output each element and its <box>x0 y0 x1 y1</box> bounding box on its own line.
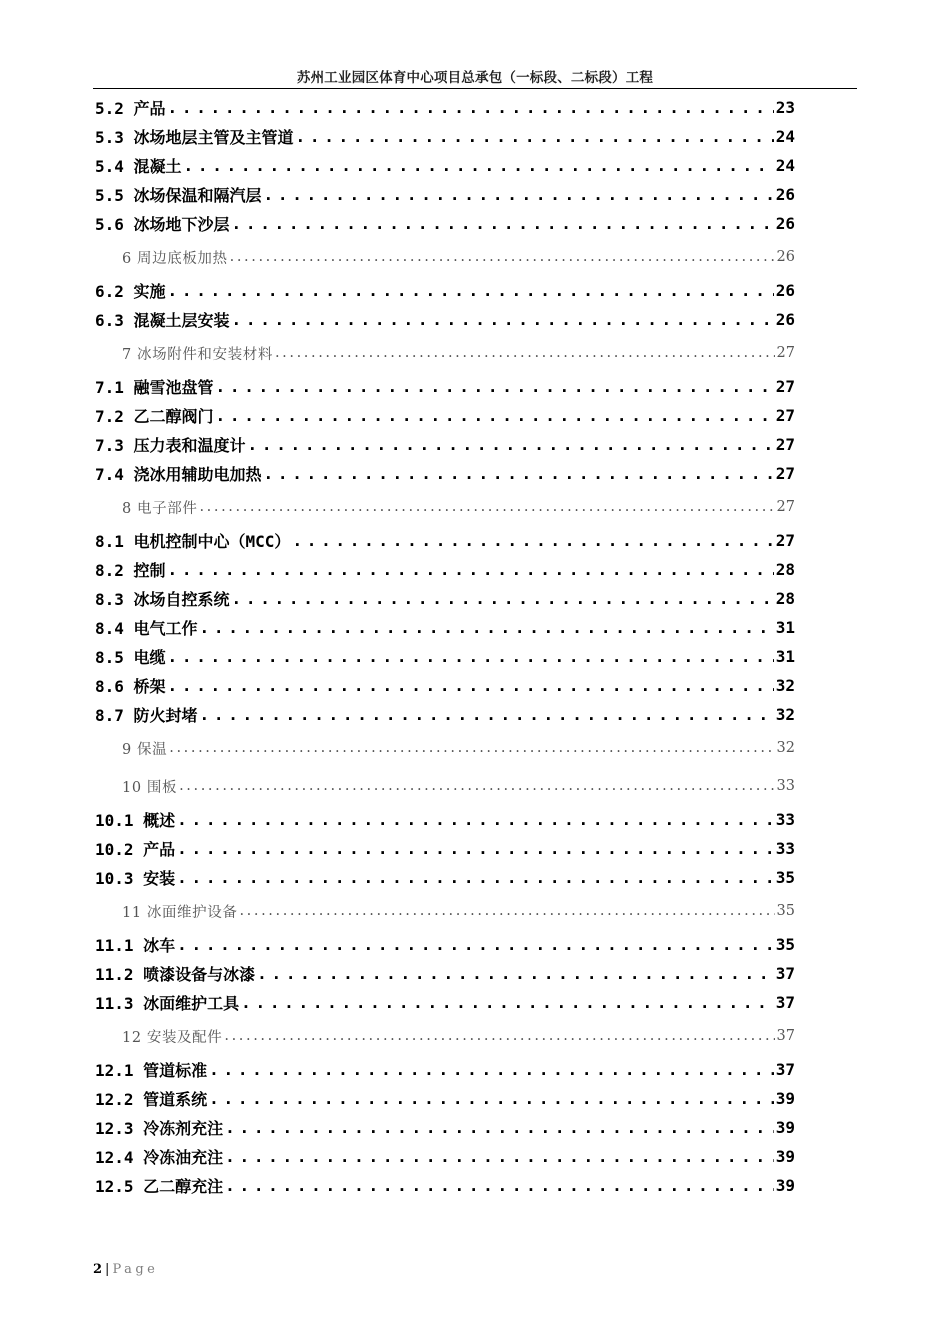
toc-section-entry[interactable] <box>95 430 795 459</box>
toc-leader-dots <box>168 283 774 299</box>
toc-entry-page-number: 32 <box>776 740 795 756</box>
toc-section-entry[interactable] <box>95 1055 795 1084</box>
toc-leader-dots <box>232 591 774 607</box>
toc-entry-page-number: 39 <box>775 1118 795 1137</box>
footer-page-word: Page <box>112 1262 159 1277</box>
toc-section-entry[interactable] <box>95 1142 795 1171</box>
toc-leader-dots <box>168 562 774 578</box>
toc-leader-dots <box>200 707 774 723</box>
toc-leader-dots <box>216 379 774 395</box>
toc-section-entry[interactable] <box>95 642 795 671</box>
toc-section-entry[interactable] <box>95 401 795 430</box>
toc-leader-dots <box>225 1178 774 1194</box>
toc-entry-label: 10.1 概述 <box>95 811 176 830</box>
toc-section-entry[interactable] <box>95 613 795 642</box>
toc-leader-dots <box>230 250 775 265</box>
toc-leader-dots <box>168 100 774 116</box>
toc-section-entry[interactable] <box>95 863 795 892</box>
toc-entry-label: 6.2 实施 <box>95 282 166 301</box>
toc-section-entry[interactable] <box>95 1084 795 1113</box>
toc-entry-page-number: 33 <box>775 810 795 829</box>
toc-section-entry[interactable] <box>95 276 795 305</box>
toc-chapter-entry[interactable] <box>95 488 795 526</box>
toc-leader-dots <box>257 966 774 982</box>
toc-entry-label: 7.2 乙二醇阀门 <box>95 407 214 426</box>
toc-entry-label: 10 围板 <box>122 779 178 796</box>
toc-entry-page-number: 33 <box>776 778 795 794</box>
toc-section-entry[interactable] <box>95 526 795 555</box>
toc-entry-label: 8.6 桥架 <box>95 677 166 696</box>
toc-entry-label: 7.4 浇冰用辅助电加热 <box>95 465 262 484</box>
toc-leader-dots <box>225 1120 774 1136</box>
toc-leader-dots <box>232 312 774 328</box>
toc-entry-label: 12.2 管道系统 <box>95 1090 208 1109</box>
toc-entry-page-number: 37 <box>775 1060 795 1079</box>
toc-entry-label: 11.2 喷漆设备与冰漆 <box>95 965 256 984</box>
toc-section-entry[interactable] <box>95 700 795 729</box>
toc-entry-page-number: 35 <box>776 903 795 919</box>
toc-leader-dots <box>216 408 774 424</box>
toc-leader-dots <box>200 620 774 636</box>
toc-entry-label: 12.1 管道标准 <box>95 1061 208 1080</box>
footer-page-number: 2 <box>93 1262 103 1277</box>
toc-chapter-entry[interactable] <box>95 334 795 372</box>
toc-entry-page-number: 39 <box>775 1147 795 1166</box>
toc-entry-label: 8 电子部件 <box>122 500 198 517</box>
toc-leader-dots <box>199 500 774 515</box>
toc-leader-dots <box>224 1029 774 1044</box>
toc-section-entry[interactable] <box>95 459 795 488</box>
toc-leader-dots <box>177 870 774 886</box>
toc-entry-page-number: 27 <box>776 499 795 515</box>
toc-entry-label: 5.6 冰场地下沙层 <box>95 215 230 234</box>
page-footer <box>93 1262 158 1277</box>
toc-entry-page-number: 27 <box>775 377 795 396</box>
toc-section-entry[interactable] <box>95 555 795 584</box>
toc-entry-page-number: 27 <box>776 345 795 361</box>
toc-leader-dots <box>248 437 774 453</box>
toc-entry-page-number: 32 <box>775 676 795 695</box>
toc-section-entry[interactable] <box>95 930 795 959</box>
toc-section-entry[interactable] <box>95 180 795 209</box>
toc-entry-label: 12.4 冷冻油充注 <box>95 1148 224 1167</box>
toc-entry-page-number: 28 <box>775 560 795 579</box>
toc-leader-dots <box>296 129 774 145</box>
toc-entry-page-number: 32 <box>775 705 795 724</box>
toc-section-entry[interactable] <box>95 1171 795 1200</box>
toc-entry-label: 7.1 融雪池盘管 <box>95 378 214 397</box>
toc-chapter-entry[interactable] <box>95 767 795 805</box>
toc-entry-page-number: 26 <box>776 249 795 265</box>
toc-section-entry[interactable] <box>95 671 795 700</box>
toc-section-entry[interactable] <box>95 122 795 151</box>
toc-leader-dots <box>225 1149 774 1165</box>
toc-leader-dots <box>232 216 774 232</box>
toc-entry-page-number: 39 <box>775 1089 795 1108</box>
toc-entry-label: 12.5 乙二醇充注 <box>95 1177 224 1196</box>
toc-section-entry[interactable] <box>95 584 795 613</box>
toc-leader-dots <box>241 995 774 1011</box>
toc-entry-label: 6.3 混凝土层安装 <box>95 311 230 330</box>
toc-entry-label: 5.4 混凝土 <box>95 157 182 176</box>
toc-section-entry[interactable] <box>95 805 795 834</box>
toc-section-entry[interactable] <box>95 93 795 122</box>
toc-leader-dots <box>179 779 774 794</box>
toc-leader-dots <box>177 812 774 828</box>
toc-entry-label: 11.3 冰面维护工具 <box>95 994 240 1013</box>
toc-leader-dots <box>264 187 774 203</box>
toc-entry-label: 11.1 冰车 <box>95 936 176 955</box>
toc-entry-page-number: 27 <box>775 406 795 425</box>
toc-entry-page-number: 27 <box>775 464 795 483</box>
header-rule <box>93 88 857 89</box>
footer-separator: | <box>105 1262 110 1277</box>
toc-entry-label: 8.3 冰场自控系统 <box>95 590 230 609</box>
toc-entry-page-number: 26 <box>775 310 795 329</box>
toc-entry-label: 8.7 防火封堵 <box>95 706 198 725</box>
toc-leader-dots <box>209 1062 774 1078</box>
toc-chapter-entry[interactable] <box>95 238 795 276</box>
toc-leader-dots <box>168 649 774 665</box>
toc-leader-dots <box>177 937 774 953</box>
toc-leader-dots <box>264 466 774 482</box>
toc-entry-page-number: 26 <box>775 281 795 300</box>
toc-entry-page-number: 37 <box>776 1028 795 1044</box>
toc-entry-label: 10.3 安装 <box>95 869 176 888</box>
toc-section-entry[interactable] <box>95 209 795 238</box>
toc-entry-page-number: 33 <box>775 839 795 858</box>
toc-leader-dots <box>275 346 775 361</box>
toc-entry-label: 8.5 电缆 <box>95 648 166 667</box>
toc-entry-page-number: 27 <box>775 435 795 454</box>
toc-entry-label: 5.2 产品 <box>95 99 166 118</box>
toc-leader-dots <box>177 841 774 857</box>
toc-section-entry[interactable] <box>95 988 795 1017</box>
toc-entry-label: 10.2 产品 <box>95 840 176 859</box>
toc-entry-label: 5.5 冰场保温和隔汽层 <box>95 186 262 205</box>
toc-entry-page-number: 27 <box>775 531 795 550</box>
toc-entry-page-number: 31 <box>775 647 795 666</box>
toc-section-entry[interactable] <box>95 305 795 334</box>
toc-leader-dots <box>169 741 774 756</box>
toc-leader-dots <box>239 904 774 919</box>
toc-entry-page-number: 23 <box>775 98 795 117</box>
toc-entry-label: 11 冰面维护设备 <box>122 904 238 921</box>
toc-section-entry[interactable] <box>95 834 795 863</box>
toc-entry-page-number: 28 <box>775 589 795 608</box>
toc-entry-page-number: 39 <box>775 1176 795 1195</box>
toc-entry-page-number: 24 <box>775 127 795 146</box>
toc-section-entry[interactable] <box>95 959 795 988</box>
toc-entry-label: 12 安装及配件 <box>122 1029 223 1046</box>
toc-entry-page-number: 37 <box>775 964 795 983</box>
toc-entry-label: 6 周边底板加热 <box>122 250 228 267</box>
toc-section-entry[interactable] <box>95 1113 795 1142</box>
toc-section-entry[interactable] <box>95 151 795 180</box>
toc-chapter-entry[interactable] <box>95 1017 795 1055</box>
toc-chapter-entry[interactable] <box>95 729 795 767</box>
toc-entry-page-number: 26 <box>775 214 795 233</box>
toc-entry-page-number: 35 <box>775 868 795 887</box>
toc-entry-label: 5.3 冰场地层主管及主管道 <box>95 128 294 147</box>
toc-entry-label: 8.2 控制 <box>95 561 166 580</box>
toc-leader-dots <box>292 533 773 549</box>
toc-entry-page-number: 31 <box>775 618 795 637</box>
toc-entry-page-number: 35 <box>775 935 795 954</box>
toc-entry-page-number: 24 <box>775 156 795 175</box>
page-header-title: 苏州工业园区体育中心项目总承包（一标段、二标段）工程 <box>296 70 654 86</box>
toc-entry-label: 7.3 压力表和温度计 <box>95 436 246 455</box>
toc-leader-dots <box>209 1091 774 1107</box>
toc-entry-page-number: 26 <box>775 185 795 204</box>
toc-entry-label: 7 冰场附件和安装材料 <box>122 346 273 363</box>
toc-entry-label: 12.3 冷冻剂充注 <box>95 1119 224 1138</box>
toc-section-entry[interactable] <box>95 372 795 401</box>
toc-entry-page-number: 37 <box>775 993 795 1012</box>
toc-entry-label: 9 保温 <box>122 741 168 758</box>
table-of-contents <box>95 93 795 1200</box>
toc-leader-dots <box>184 158 774 174</box>
toc-entry-label: 8.4 电气工作 <box>95 619 198 638</box>
toc-chapter-entry[interactable] <box>95 892 795 930</box>
toc-entry-label: 8.1 电机控制中心（MCC） <box>95 532 291 551</box>
toc-leader-dots <box>168 678 774 694</box>
